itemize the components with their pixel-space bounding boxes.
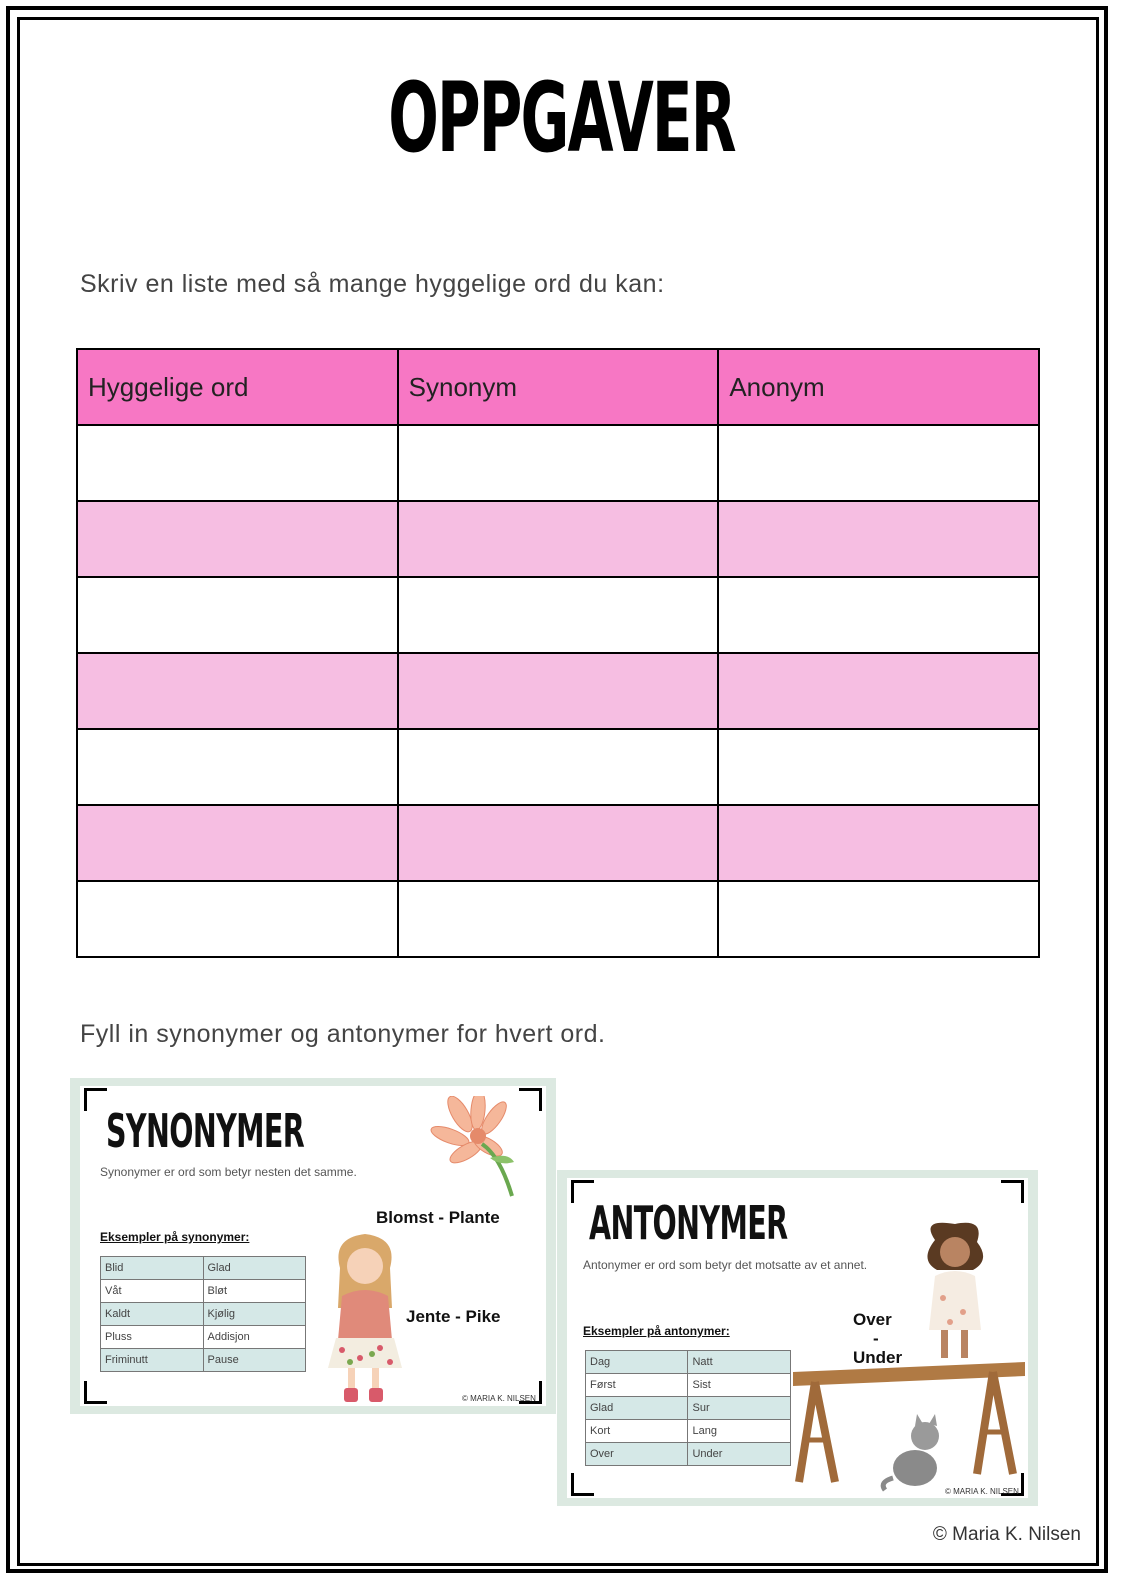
girl-illustration bbox=[320, 1228, 410, 1408]
table-cell[interactable] bbox=[77, 653, 398, 729]
synonym-card-description: Synonymer er ord som betyr nesten det samme. bbox=[100, 1165, 357, 1179]
antonym-examples-table bbox=[585, 1350, 791, 1466]
words-table bbox=[76, 348, 1040, 958]
table-cell[interactable] bbox=[77, 805, 398, 881]
table-cell: Bløt bbox=[203, 1280, 306, 1303]
table-row bbox=[101, 1303, 306, 1326]
table-cell: Våt bbox=[101, 1280, 204, 1303]
table-row bbox=[586, 1351, 791, 1374]
table-cell: Friminutt bbox=[101, 1349, 204, 1372]
table-row bbox=[77, 653, 1039, 729]
table-cell: Kjølig bbox=[203, 1303, 306, 1326]
table-cell: Dag bbox=[586, 1351, 688, 1374]
table-cell[interactable] bbox=[398, 805, 719, 881]
table-cell: Addisjon bbox=[203, 1326, 306, 1349]
header-anonym: Anonym bbox=[718, 349, 1039, 425]
table-row bbox=[101, 1257, 306, 1280]
table-cell[interactable] bbox=[718, 425, 1039, 501]
table-row bbox=[101, 1349, 306, 1372]
table-cell: Glad bbox=[203, 1257, 306, 1280]
synonym-card-title: SYNONYMER bbox=[106, 1104, 305, 1158]
header-synonym: Synonym bbox=[398, 349, 719, 425]
table-cell[interactable] bbox=[77, 729, 398, 805]
table-cell[interactable] bbox=[718, 805, 1039, 881]
corner-ornament bbox=[571, 1473, 594, 1496]
table-row bbox=[586, 1420, 791, 1443]
table-row bbox=[77, 805, 1039, 881]
flower-illustration bbox=[430, 1096, 530, 1201]
table-cell[interactable] bbox=[718, 653, 1039, 729]
table-cell: Under bbox=[688, 1443, 791, 1466]
page-title: OPPGAVER bbox=[388, 62, 735, 174]
table-girl-cat-illustration bbox=[785, 1220, 1030, 1500]
table-cell[interactable] bbox=[718, 729, 1039, 805]
table-cell: Pause bbox=[203, 1349, 306, 1372]
table-cell[interactable] bbox=[398, 425, 719, 501]
table-cell: Blid bbox=[101, 1257, 204, 1280]
table-cell: Pluss bbox=[101, 1326, 204, 1349]
table-cell[interactable] bbox=[77, 501, 398, 577]
table-row bbox=[77, 881, 1039, 957]
table-cell: Lang bbox=[688, 1420, 791, 1443]
table-cell[interactable] bbox=[398, 729, 719, 805]
table-cell[interactable] bbox=[77, 425, 398, 501]
table-cell[interactable] bbox=[398, 653, 719, 729]
table-cell: Kaldt bbox=[101, 1303, 204, 1326]
corner-ornament bbox=[1001, 1180, 1024, 1203]
table-row bbox=[586, 1443, 791, 1466]
antonym-pair-under: Under bbox=[853, 1348, 903, 1367]
table-cell: Sist bbox=[688, 1374, 791, 1397]
table-row bbox=[77, 425, 1039, 501]
table-cell: Over bbox=[586, 1443, 688, 1466]
corner-ornament bbox=[84, 1381, 107, 1404]
table-cell[interactable] bbox=[398, 881, 719, 957]
table-cell[interactable] bbox=[718, 577, 1039, 653]
table-cell[interactable] bbox=[77, 577, 398, 653]
table-row bbox=[586, 1374, 791, 1397]
antonym-pair-dash: - bbox=[873, 1329, 879, 1348]
table-cell[interactable] bbox=[77, 881, 398, 957]
antonym-card-watermark: © MARIA K. NILSEN bbox=[945, 1487, 1019, 1496]
table-cell[interactable] bbox=[718, 881, 1039, 957]
synonym-card-watermark: © MARIA K. NILSEN bbox=[462, 1394, 536, 1403]
corner-ornament bbox=[84, 1088, 107, 1111]
table-cell[interactable] bbox=[398, 501, 719, 577]
antonym-card-description: Antonymer er ord som betyr det motsatte av et annet. bbox=[583, 1258, 868, 1272]
table-cell: Først bbox=[586, 1374, 688, 1397]
antonym-examples-heading: Eksempler på antonymer: bbox=[583, 1324, 730, 1338]
synonym-examples-table bbox=[100, 1256, 306, 1372]
synonym-pair-jente: Jente - Pike bbox=[406, 1307, 501, 1326]
antonym-card-title: ANTONYMER bbox=[589, 1196, 788, 1250]
synonym-card bbox=[70, 1078, 556, 1414]
table-row bbox=[101, 1280, 306, 1303]
table-row bbox=[586, 1397, 791, 1420]
table-row bbox=[101, 1326, 306, 1349]
instruction-list-words: Skriv en liste med så mange hyggelige ord du kan: bbox=[80, 270, 665, 298]
antonym-pair-over: Over bbox=[853, 1310, 892, 1329]
table-cell[interactable] bbox=[398, 577, 719, 653]
table-cell: Natt bbox=[688, 1351, 791, 1374]
table-cell: Glad bbox=[586, 1397, 688, 1420]
antonym-card bbox=[557, 1170, 1038, 1506]
table-row bbox=[77, 501, 1039, 577]
table-cell[interactable] bbox=[718, 501, 1039, 577]
synonym-pair-blomst: Blomst - Plante bbox=[376, 1208, 500, 1227]
table-row bbox=[77, 577, 1039, 653]
header-hyggelige-ord: Hyggelige ord bbox=[77, 349, 398, 425]
table-cell: Kort bbox=[586, 1420, 688, 1443]
instruction-fill-in: Fyll in synonymer og antonymer for hvert ord. bbox=[80, 1020, 606, 1048]
synonym-examples-heading: Eksempler på synonymer: bbox=[100, 1230, 250, 1244]
copyright-notice: © Maria K. Nilsen bbox=[932, 1524, 1081, 1545]
table-cell: Sur bbox=[688, 1397, 791, 1420]
table-header-row bbox=[77, 349, 1039, 425]
table-row bbox=[77, 729, 1039, 805]
